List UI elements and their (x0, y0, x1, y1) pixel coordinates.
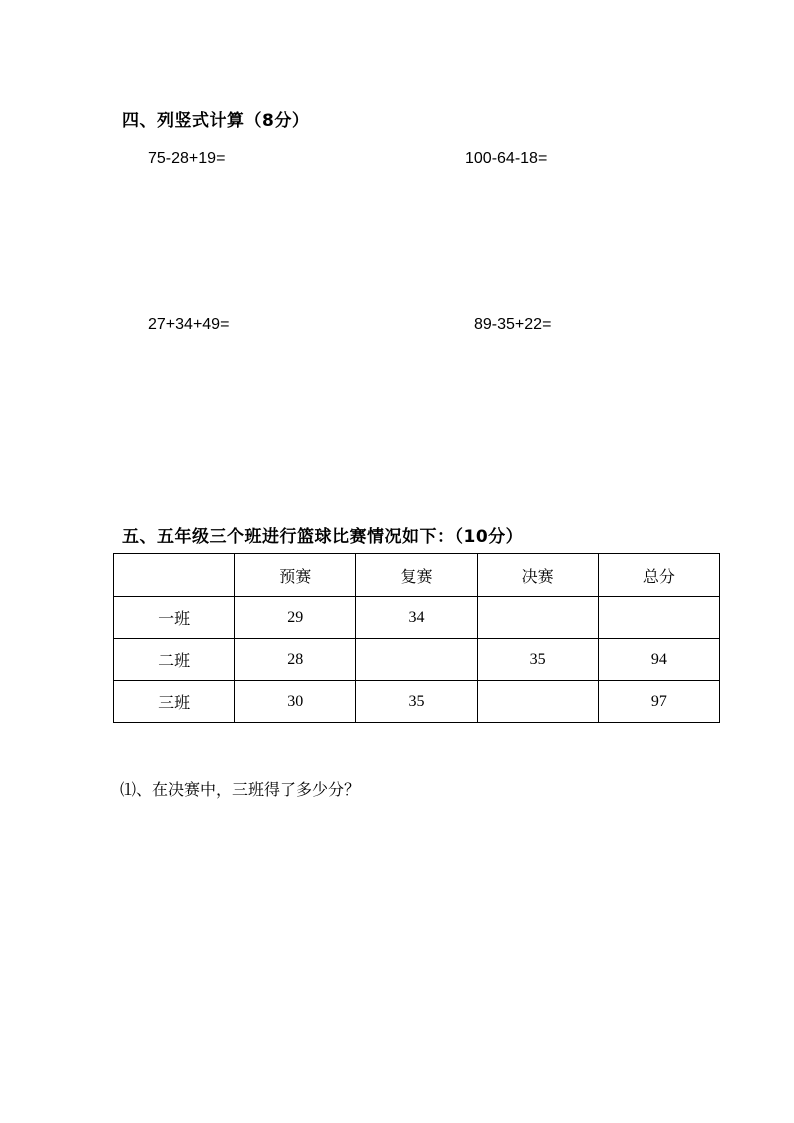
table-cell: 30 (235, 681, 356, 723)
header-cell-final: 决赛 (477, 554, 598, 597)
header-cell-total: 总分 (598, 554, 719, 597)
expression-1: 75-28+19= (148, 150, 226, 167)
table-row (114, 597, 720, 639)
question-1: ⑴、在决赛中，三班得了多少分？ (120, 780, 361, 799)
expression-2: 100-64-18= (465, 150, 548, 167)
table-cell: 28 (235, 639, 356, 681)
section-4-title: 四、列竖式计算（8分） (122, 111, 310, 131)
expression-4: 89-35+22= (474, 316, 552, 333)
table-row (114, 681, 720, 723)
header-cell-blank (114, 554, 235, 597)
header-cell-prelim: 预赛 (235, 554, 356, 597)
table-cell (477, 597, 598, 639)
row-label-class-1: 一班 (114, 597, 235, 639)
table-cell: 34 (356, 597, 477, 639)
section-5-title: 五、五年级三个班进行篮球比赛情况如下：（10分） (122, 527, 524, 547)
table-cell: 94 (598, 639, 719, 681)
table-cell (477, 681, 598, 723)
table-cell: 29 (235, 597, 356, 639)
table-cell: 35 (477, 639, 598, 681)
row-label-class-2: 二班 (114, 639, 235, 681)
table-cell (598, 597, 719, 639)
table-cell: 97 (598, 681, 719, 723)
table-row (114, 639, 720, 681)
table-cell (356, 639, 477, 681)
table-header-row (114, 554, 720, 597)
expression-3: 27+34+49= (148, 316, 230, 333)
header-cell-semifinal: 复赛 (356, 554, 477, 597)
row-label-class-3: 三班 (114, 681, 235, 723)
table-cell: 35 (356, 681, 477, 723)
basketball-score-table (113, 553, 720, 723)
